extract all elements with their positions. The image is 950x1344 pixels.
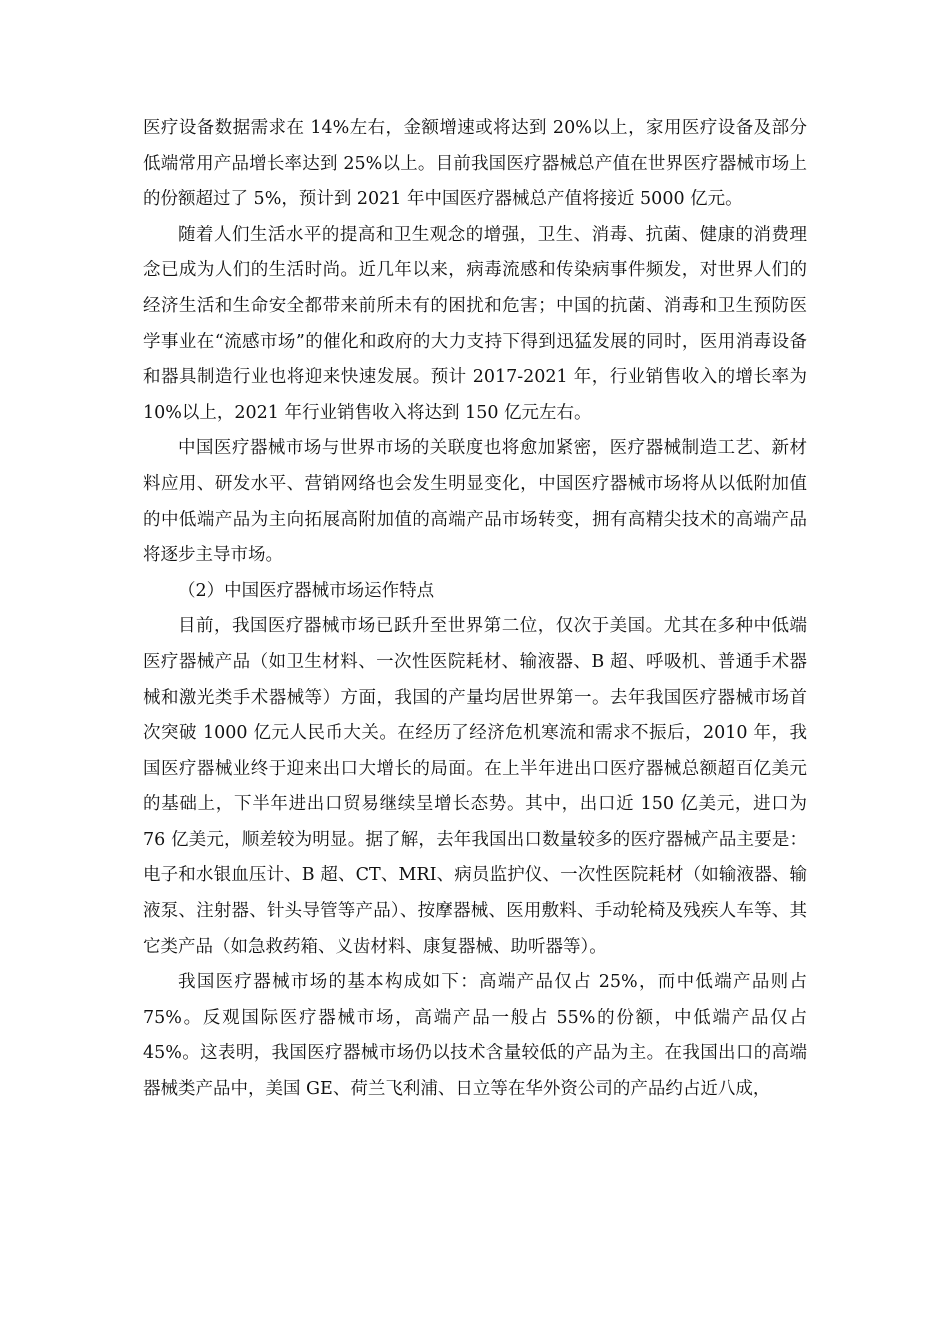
paragraph-1: 医疗设备数据需求在 14%左右，金额增速或将达到 20%以上，家用医疗设备及部分低端常用产品增长率达到 25%以上。目前我国医疗器械总产值在世界医疗器械市场上的份额超过了 5%，预计到 2021 年中国医疗器械总产值将接近 5000 亿元。 (143, 118, 807, 210)
paragraph-2: 随着人们生活水平的提高和卫生观念的增强，卫生、消毒、抗菌、健康的消费理念已成为人们的生活时尚。近几年以来，病毒流感和传染病事件频发，对世界人们的经济生活和生命安全都带来前所未有的困扰和危害；中国的抗菌、消毒和卫生预防医学事业在“流感市场”的催化和政府的大力支持下得到迅猛发展的同时，医用消毒设备和器具制造行业也将迎来快速发展。预计 2017-2021 年，行业销售收入的增长率为 10%以上，2021 年行业销售收入将达到 150 亿元左右。 (143, 224, 807, 423)
paragraph-3: 中国医疗器械市场与世界市场的关联度也将愈加紧密，医疗器械制造工艺、新材料应用、研发水平、营销网络也会发生明显变化，中国医疗器械市场将从以低附加值的中低端产品为主向拓展高附加值的高端产品市场转变，拥有高精尖技术的高端产品将逐步主导市场。 (143, 438, 807, 566)
paragraph-5: 我国医疗器械市场的基本构成如下：高端产品仅占 25%，而中低端产品则占 75%。反观国际医疗器械市场，高端产品一般占 55%的份额，中低端产品仅占 45%。这表明，我国医疗器械市场仍以技术含量较低的产品为主。在我国出口的高端器械类产品中，美国 GE、荷兰飞利浦、日立等在华外资公司的产品约占近八成， (143, 972, 807, 1100)
paragraph-4: 目前，我国医疗器械市场已跃升至世界第二位，仅次于美国。尤其在多种中低端医疗器械产品（如卫生材料、一次性医院耗材、输液器、B 超、呼吸机、普通手术器械和激光类手术器械等）方面，我国的产量均居世界第一。去年我国医疗器械市场首次突破 1000 亿元人民币大关。在经历了经济危机寒流和需求不振后，2010 年，我国医疗器械业终于迎来出口大增长的局面。在上半年进出口医疗器械总额超百亿美元的基础上，下半年进出口贸易继续呈增长态势。其中，出口近 150 亿美元，进口为 76 亿美元，顺差较为明显。据了解，去年我国出口数量较多的医疗器械产品主要是：电子和水银血压计、B 超、CT、MRI、病员监护仪、一次性医院耗材（如输液器、输液泵、注射器、针头导管等产品）、按摩器械、医用敷料、手动轮椅及残疾人车等、其它类产品（如急救药箱、义齿材料、康复器械、助听器等）。 (143, 616, 807, 957)
document-body (143, 111, 807, 1108)
section-heading: （2）中国医疗器械市场运作特点 (178, 580, 435, 601)
